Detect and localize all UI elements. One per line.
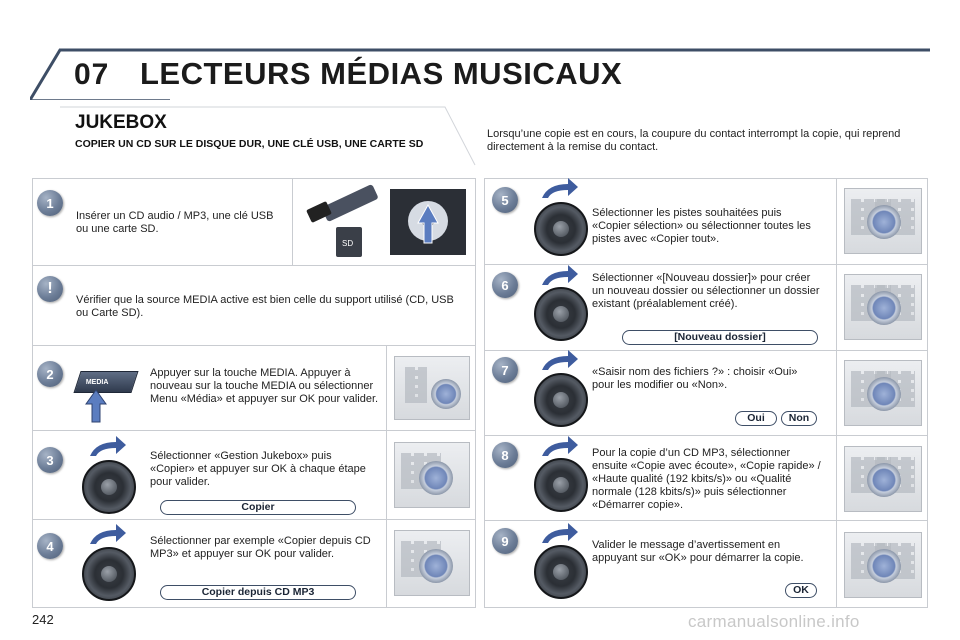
radio-thumbnail	[844, 446, 922, 512]
up-arrow-icon	[84, 388, 108, 424]
yes-option: Oui	[735, 411, 777, 426]
usb-key-icon	[321, 184, 379, 222]
rotate-arrow-icon	[540, 178, 580, 200]
divider	[32, 345, 476, 346]
step-7-text: «Saisir nom des fichiers ?» : choisir «Oui» pour les modifier ou «Non».	[592, 366, 798, 391]
radio-thumbnail	[394, 442, 470, 508]
radio-thumbnail	[844, 274, 922, 340]
chapter-number: 07	[74, 58, 110, 91]
media-button-label: MEDIA	[85, 379, 109, 386]
step-3-text: Sélectionner «Gestion Jukebox» puis «Copier» et appuyer sur OK à chaque étape pour valider.	[150, 450, 366, 488]
step-number-1: 1	[37, 190, 63, 216]
radio-thumbnail	[844, 532, 922, 598]
divider	[836, 179, 837, 264]
ok-option: OK	[785, 583, 817, 598]
watermark: carmanualsonline.info	[688, 612, 860, 631]
divider	[386, 431, 387, 519]
step-8-text: Pour la copie d’un CD MP3, sélectionner ensuite «Copie avec écoute», «Copie rapide» / «Haute qualité (192 kbits/s)» ou «Qualité normale (128 kbits/s)» puis sélectionner «Démarrer copie».	[592, 447, 821, 511]
no-option: Non	[781, 411, 817, 426]
divider	[836, 436, 837, 520]
radio-thumbnail	[844, 360, 922, 426]
step-number-6: 6	[492, 272, 518, 298]
step-2-text: Appuyer sur la touche MEDIA. Appuyer à nouveau sur la touche MEDIA ou sélectionner Menu «Média» et appuyer sur OK pour valider.	[150, 367, 379, 405]
step-number-7: 7	[492, 357, 518, 383]
step-9-text: Valider le message d’avertissement en appuyant sur «OK» pour démarrer la copie.	[592, 539, 804, 564]
radio-thumbnail	[394, 356, 470, 420]
step-number-9: 9	[492, 528, 518, 554]
warning-text: Vérifier que la source MEDIA active est bien celle du support utilisé (CD, USB ou Carte SD).	[76, 294, 454, 319]
divider	[836, 521, 837, 608]
rotate-arrow-icon	[540, 436, 580, 458]
divider	[836, 351, 837, 435]
divider	[386, 346, 387, 430]
control-knob	[534, 202, 588, 256]
section-title: JUKEBOX	[75, 112, 167, 133]
new-folder-option: [Nouveau dossier]	[622, 330, 818, 345]
step-1-text: Insérer un CD audio / MP3, une clé USB ou une carte SD.	[76, 210, 274, 235]
step-number-8: 8	[492, 442, 518, 468]
media-sources-illustration	[300, 183, 470, 261]
rotate-arrow-icon	[540, 265, 580, 287]
control-knob	[82, 460, 136, 514]
chapter-title: LECTEURS MÉDIAS MUSICAUX	[140, 56, 623, 91]
radio-thumbnail	[844, 188, 922, 254]
rotate-arrow-icon	[540, 350, 580, 372]
control-knob	[534, 458, 588, 512]
copy-menu-option: Copier	[160, 500, 356, 515]
divider	[484, 520, 928, 521]
divider	[32, 265, 476, 266]
rotate-arrow-icon	[88, 436, 128, 458]
step-6-text: Sélectionner «[Nouveau dossier]» pour créer un nouveau dossier ou sélectionner un dossier existant (préalablement créé).	[592, 272, 820, 310]
rotate-arrow-icon	[540, 523, 580, 545]
step-number-3: 3	[37, 447, 63, 473]
svg-text:SD: SD	[342, 239, 354, 248]
copy-from-cd-option: Copier depuis CD MP3	[160, 585, 356, 600]
divider	[386, 520, 387, 608]
page-number: 242	[32, 612, 54, 627]
control-knob	[82, 547, 136, 601]
divider	[32, 519, 476, 520]
intro-note: Lorsqu’une copie est en cours, la coupure du contact interrompt la copie, qui reprend directement à la remise du contact.	[487, 128, 901, 153]
radio-thumbnail	[394, 530, 470, 596]
divider	[32, 430, 476, 431]
step-number-4: 4	[37, 533, 63, 559]
warning-icon: !	[37, 276, 63, 302]
step-number-5: 5	[492, 187, 518, 213]
step-5-text: Sélectionner les pistes souhaitées puis «Copier sélection» ou sélectionner toutes les pistes avec «Copier tout».	[592, 207, 811, 245]
control-knob	[534, 545, 588, 599]
step-number-2: 2	[37, 361, 63, 387]
divider	[292, 179, 293, 265]
section-subtitle: COPIER UN CD SUR LE DISQUE DUR, UNE CLÉ USB, UNE CARTE SD	[75, 138, 424, 150]
jukebox-frame	[60, 105, 480, 175]
step-4-text: Sélectionner par exemple «Copier depuis CD MP3» et appuyer sur OK pour valider.	[150, 535, 371, 560]
rotate-arrow-icon	[88, 524, 128, 546]
control-knob	[534, 287, 588, 341]
chapter-header	[30, 48, 930, 100]
divider	[836, 265, 837, 350]
control-knob	[534, 373, 588, 427]
